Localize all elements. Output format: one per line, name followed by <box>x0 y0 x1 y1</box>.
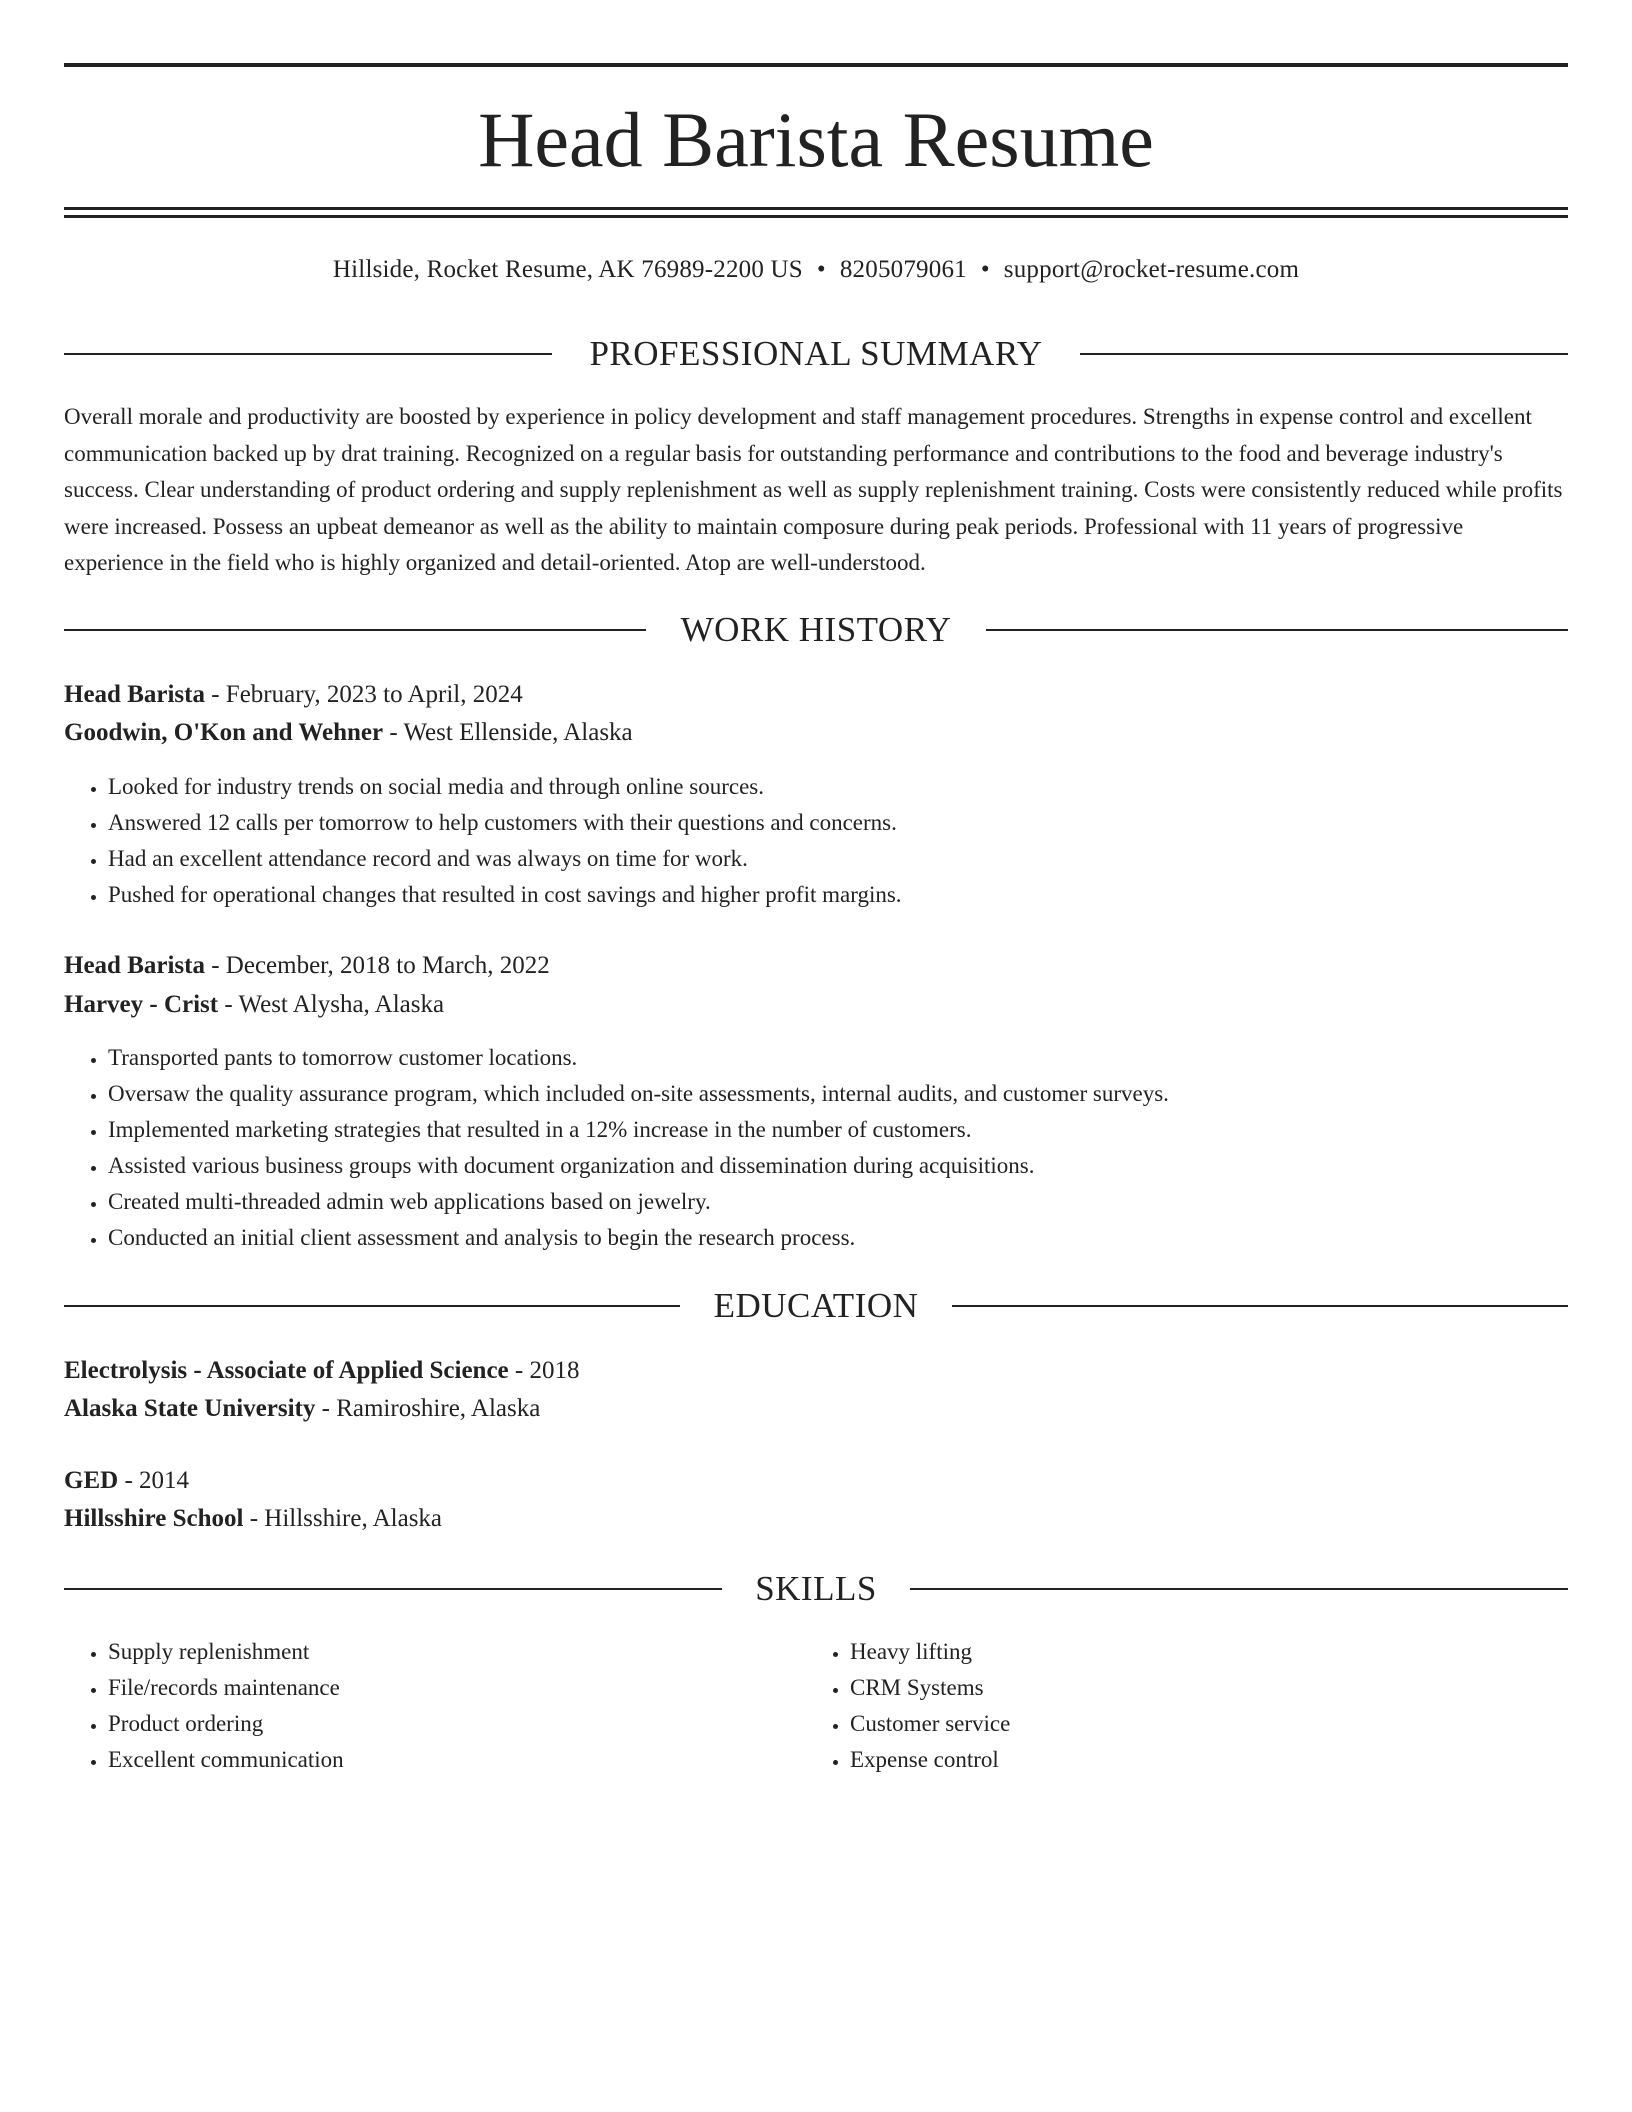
job-company: Goodwin, O'Kon and Wehner <box>64 719 384 746</box>
job-dates: - February, 2023 to April, 2024 <box>204 681 523 708</box>
contact-separator: • <box>816 256 826 283</box>
job-title-line <box>64 948 1568 984</box>
education-location: - Hillsshire, Alaska <box>243 1505 443 1532</box>
section-title-work-history: WORK HISTORY <box>680 610 952 649</box>
section-title-education: EDUCATION <box>713 1286 919 1325</box>
education-degree: GED <box>64 1467 119 1494</box>
skill-item: • CRM Systems <box>850 1670 1010 1706</box>
section-rule-right <box>910 1588 1568 1590</box>
job-title: Head Barista <box>64 952 205 979</box>
job-company-line <box>64 987 1568 1023</box>
skill-item: • Supply replenishment <box>108 1634 344 1670</box>
job-bullet: • Had an excellent attendance record and was always on time for work. <box>108 841 902 877</box>
section-rule-right <box>1080 353 1568 355</box>
job-company: Harvey - Crist <box>64 991 219 1018</box>
education-location: - Ramiroshire, Alaska <box>315 1395 541 1422</box>
contact-line <box>64 252 1568 288</box>
job-bullet: • Transported pants to tomorrow customer locations. <box>108 1040 1169 1076</box>
section-header-education <box>64 1284 1568 1328</box>
job-bullet: • Answered 12 calls per tomorrow to help customers with their questions and concerns. <box>108 805 902 841</box>
job-title-line <box>64 677 1568 713</box>
job-bullet: • Looked for industry trends on social media and through online sources. <box>108 769 902 805</box>
section-rule-right <box>986 629 1568 631</box>
contact-address: Hillside, Rocket Resume, AK 76989-2200 US <box>332 256 803 283</box>
education-year: - 2018 <box>508 1357 580 1384</box>
skill-item: • Product ordering <box>108 1706 344 1742</box>
resume-title: Head Barista Resume <box>478 96 1154 183</box>
education-school: Hillsshire School <box>64 1505 244 1532</box>
skill-item: • Expense control <box>850 1742 1010 1778</box>
education-degree: Electrolysis - Associate of Applied Science <box>64 1357 509 1384</box>
job-bullet: • Conducted an initial client assessment and analysis to begin the research process. <box>108 1220 1169 1256</box>
skill-item: • Heavy lifting <box>850 1634 1010 1670</box>
skills-list-left <box>64 1634 344 1778</box>
job-bullet: • Oversaw the quality assurance program, which included on-site assessments, internal audits, and customer surveys. <box>108 1076 1169 1112</box>
contact-separator: • <box>980 256 990 283</box>
job-bullet: • Implemented marketing strategies that resulted in a 12% increase in the number of customers. <box>108 1112 1169 1148</box>
skills-list-right <box>806 1634 1010 1778</box>
education-degree-line <box>64 1463 1568 1499</box>
job-bullet: • Created multi-threaded admin web applications based on jewelry. <box>108 1184 1169 1220</box>
job-title: Head Barista <box>64 681 205 708</box>
section-title-skills: SKILLS <box>755 1569 877 1608</box>
education-school-line <box>64 1391 1568 1427</box>
header-bottom-rule <box>64 207 1568 210</box>
skill-item: • Excellent communication <box>108 1742 344 1778</box>
section-title-summary: PROFESSIONAL SUMMARY <box>589 334 1043 373</box>
job-dates: - December, 2018 to March, 2022 <box>204 952 550 979</box>
skill-item: • File/records maintenance <box>108 1670 344 1706</box>
summary-text: Overall morale and productivity are boosted by experience in policy development and staff management procedures. Strengths in expense control and excellent communication backed up by drat training. Recognized on a regular basis for outstanding performance and contributions to the food and beverage industry's success. Clear understanding of product ordering and supply replenishment as well as supply replenishment training. Costs were consistently reduced while profits were increased. Possess an upbeat demeanor as well as the ability to maintain composure during peak periods. Professional with 11 years of progressive experience in the field who is highly organized and detail-oriented. Atop are well-understood. <box>64 404 1563 575</box>
education-degree-line <box>64 1353 1568 1389</box>
header-bottom-rule-double <box>64 215 1568 218</box>
job-bullets <box>64 769 902 913</box>
section-rule-right <box>952 1305 1568 1307</box>
job-location: - West Ellenside, Alaska <box>383 719 633 746</box>
education-school-line <box>64 1501 1568 1537</box>
job-bullet: • Pushed for operational changes that resulted in cost savings and higher profit margins. <box>108 877 902 913</box>
job-bullets <box>64 1040 1169 1256</box>
job-bullet: • Assisted various business groups with document organization and dissemination during acquisitions. <box>108 1148 1169 1184</box>
skill-item: • Customer service <box>850 1706 1010 1742</box>
section-header-work-history <box>64 608 1568 652</box>
job-location: - West Alysha, Alaska <box>218 991 445 1018</box>
header-top-rule <box>64 63 1568 67</box>
job-company-line <box>64 715 1568 751</box>
section-header-skills <box>64 1567 1568 1611</box>
contact-email: support@rocket-resume.com <box>1003 256 1300 283</box>
education-school: Alaska State University <box>64 1395 316 1422</box>
contact-phone: 8205079061 <box>839 256 967 283</box>
education-year: - 2014 <box>118 1467 190 1494</box>
section-header-summary <box>64 332 1568 376</box>
